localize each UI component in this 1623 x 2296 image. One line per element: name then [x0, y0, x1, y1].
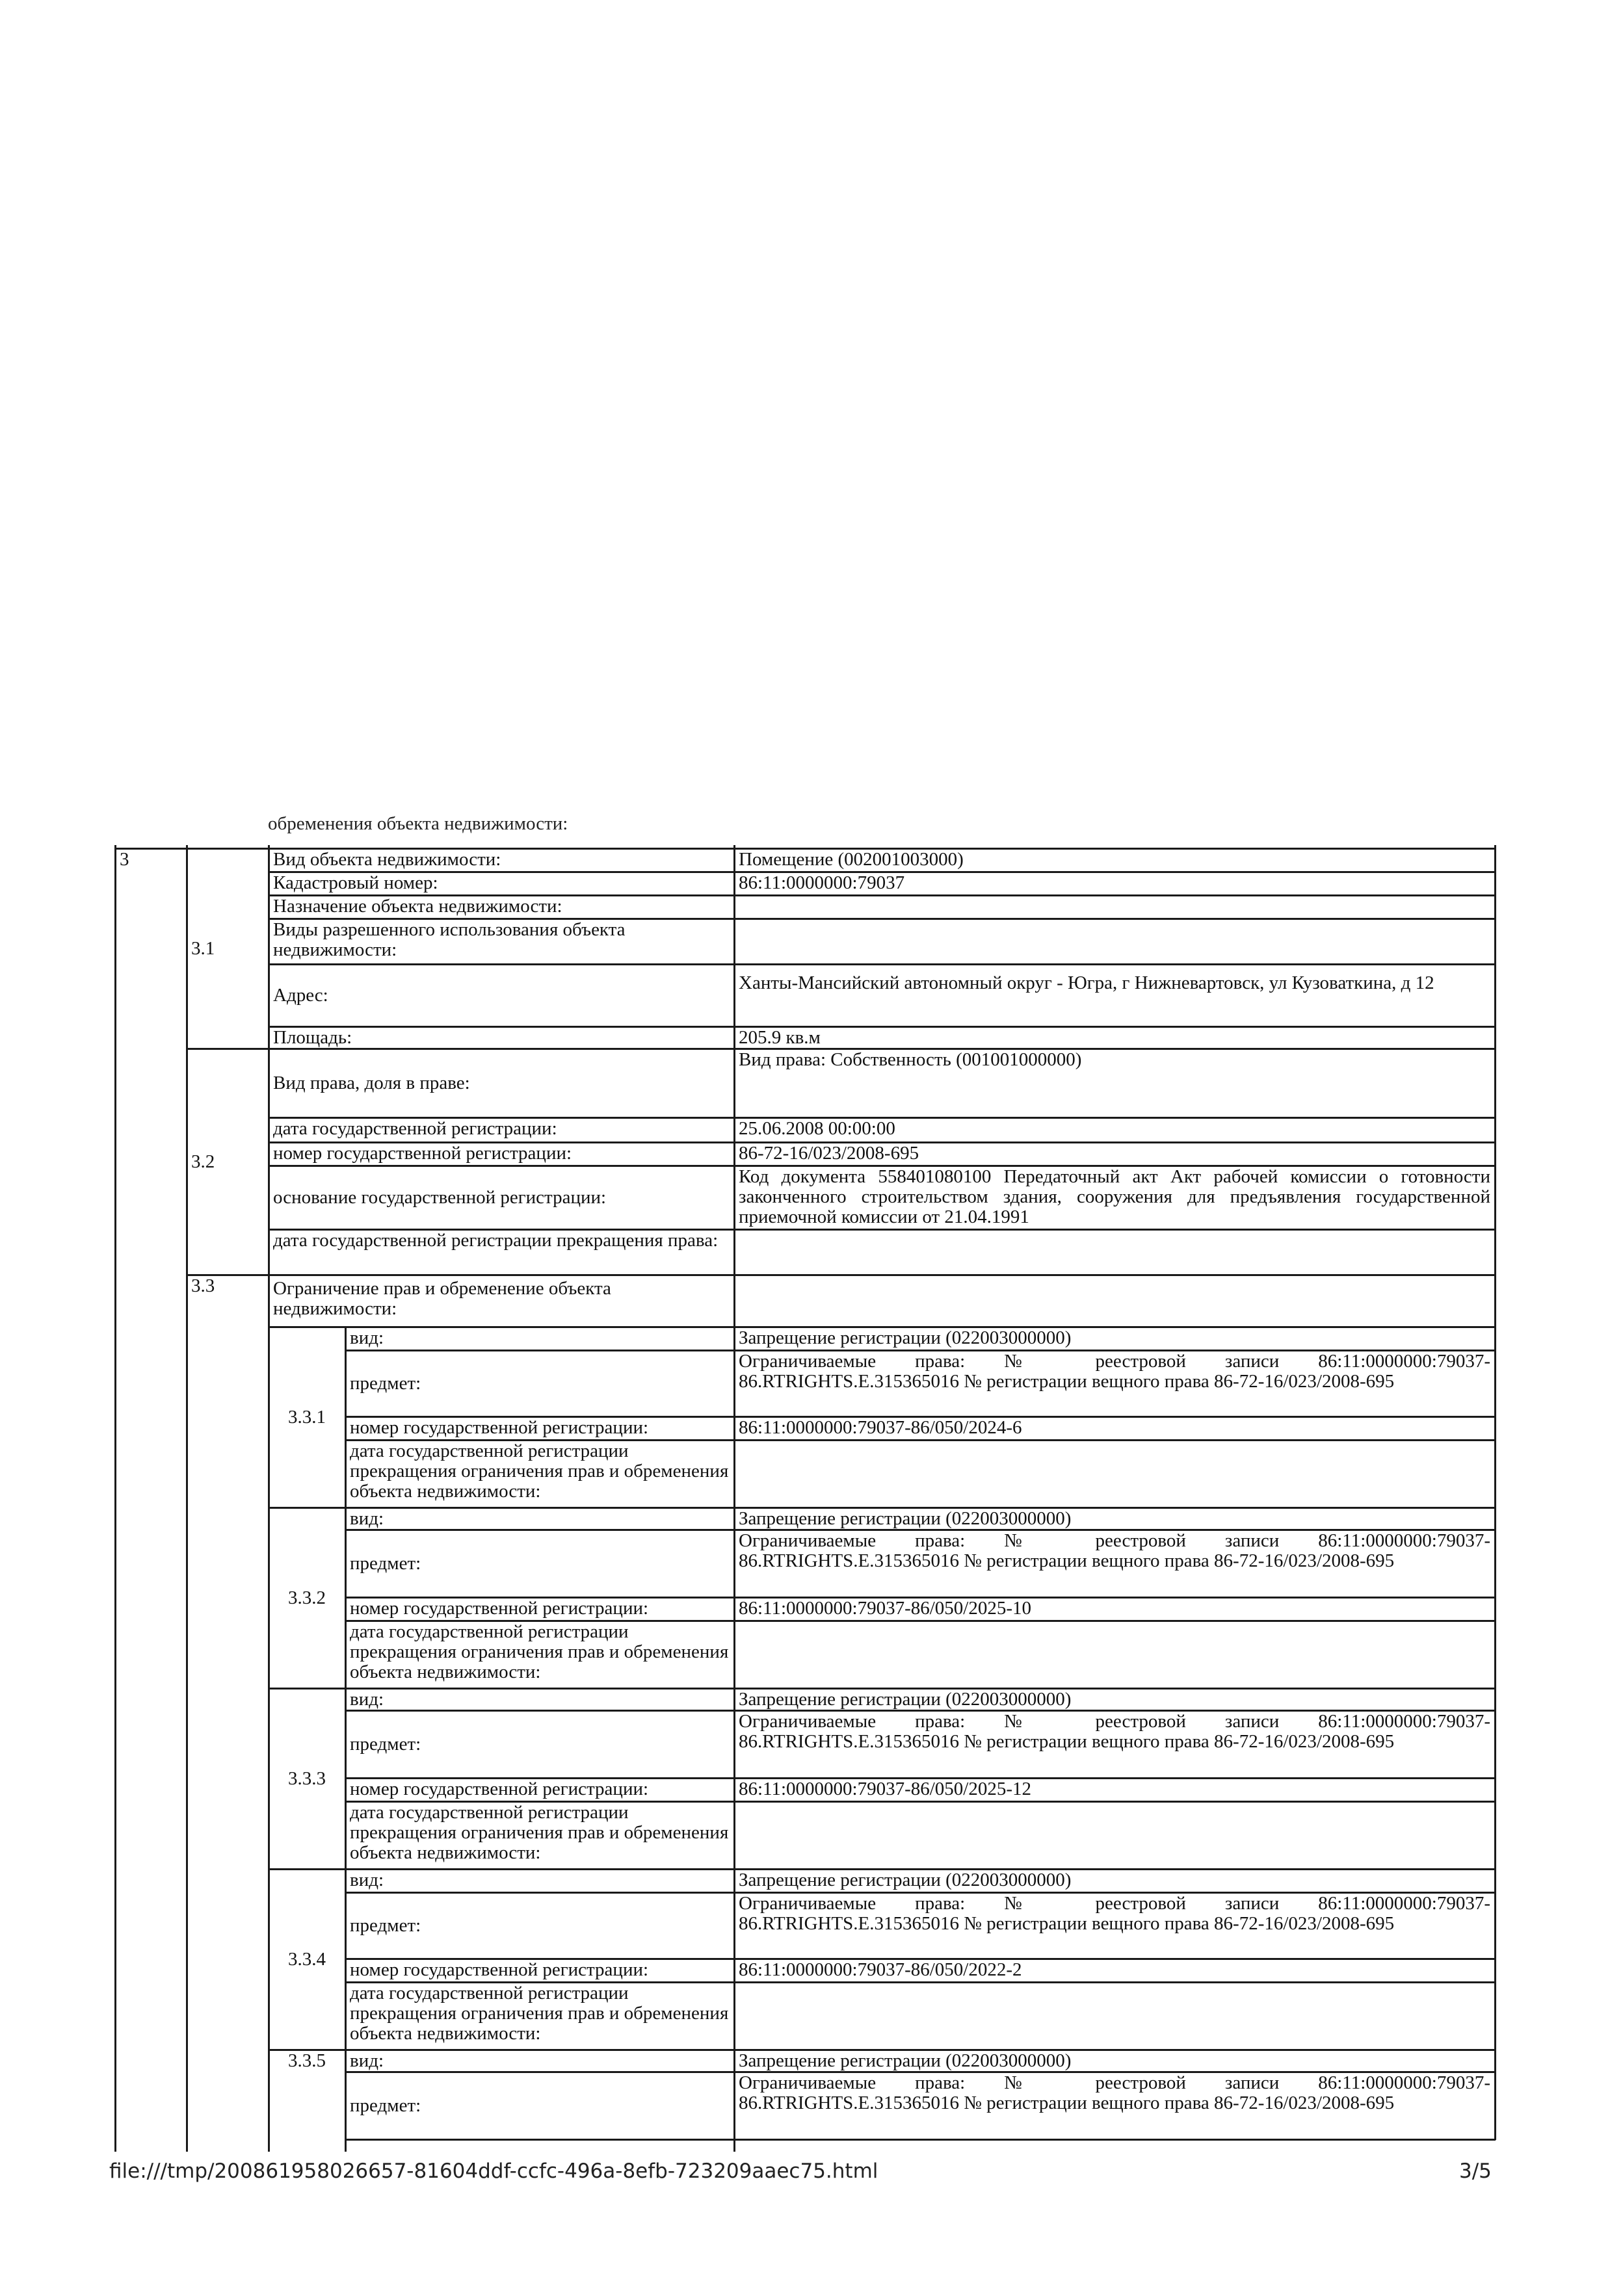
restriction-kind-label: вид:	[350, 1870, 384, 1890]
restriction-number: 3.3.3	[288, 1768, 326, 1789]
footer-page-number: 3/5	[1459, 2159, 1492, 2183]
restriction-subject-label-cell	[347, 1351, 732, 1416]
address-value: Ханты-Мансийский автономный округ - Югра, г Нижневартовск, ул Кузоваткина, д 12	[739, 972, 1434, 993]
address-label: Адрес:	[273, 984, 328, 1006]
restriction-kind-value: Запрещение регистрации (022003000000)	[739, 1508, 1072, 1529]
restriction-subject-value: Ограничиваемые права: № реестровой записи 86:11:0000000:79037-86.RTRIGHTS.E.315365016 № регистрации вещного права 86-72-16/023/2008-695	[739, 1893, 1490, 1934]
restriction-reg-number-label: номер государственной регистрации:	[350, 1779, 649, 1799]
restriction-number: 3.3.2	[288, 1587, 326, 1608]
restriction-subject-label-cell	[347, 1530, 732, 1597]
restriction-termination-label: дата государственной регистрации прекращения ограничения прав и обременения объекта недвижимости:	[350, 1441, 729, 1502]
restriction-3-3-4-number-cell	[270, 1870, 343, 2049]
restriction-kind-label: вид:	[350, 2050, 384, 2071]
section-number: 3	[120, 849, 129, 870]
restrictions-label: Ограничение прав и обременение объекта недвижимости:	[273, 1278, 611, 1319]
right-type-label-cell	[270, 1049, 732, 1117]
cadastral-number-label: Кадастровый номер:	[273, 872, 438, 893]
restriction-reg-number-label: номер государственной регистрации:	[350, 1959, 649, 1980]
subsection-number-3-2-text: 3.2	[191, 1151, 215, 1172]
registration-basis-value: Код документа 558401080100 Передаточный акт Акт рабочей комиссии о готовности законченного строительством здания, сооружения для предъявления государственной приемочной комиссии от 21.04.1991	[739, 1166, 1490, 1227]
restriction-reg-number-value: 86:11:0000000:79037-86/050/2022-2	[739, 1959, 1022, 1980]
footer-file-path: file:///tmp/20086195802665​7-81604ddf-ccfc-496a-8efb-723209aaec75.html	[109, 2159, 878, 2183]
restriction-subject-value: Ограничиваемые права: № реестровой записи 86:11:0000000:79037-86.RTRIGHTS.E.315365016 № регистрации вещного права 86-72-16/023/2008-695	[739, 2072, 1490, 2113]
restriction-reg-number-value: 86:11:0000000:79037-86/050/2025-10	[739, 1598, 1032, 1619]
restriction-subject-label: предмет:	[350, 1914, 421, 1936]
restriction-termination-label: дата государственной регистрации прекращения ограничения прав и обременения объекта недвижимости:	[350, 1802, 729, 1863]
object-type-value: Помещение (002001003000)	[739, 849, 964, 870]
restriction-kind-value: Запрещение регистрации (022003000000)	[739, 1689, 1072, 1710]
subsection-number-3-1-text: 3.1	[191, 937, 215, 959]
registration-basis-label: основание государственной регистрации:	[273, 1186, 607, 1208]
restriction-subject-value: Ограничиваемые права: № реестровой записи 86:11:0000000:79037-86.RTRIGHTS.E.315365016 № регистрации вещного права 86-72-16/023/2008-695	[739, 1351, 1490, 1392]
restriction-subject-label: предмет:	[350, 1733, 421, 1755]
registration-number-label: номер государственной регистрации:	[273, 1143, 572, 1164]
restriction-subject-label-cell	[347, 1711, 732, 1777]
restriction-subject-label: предмет:	[350, 1372, 421, 1394]
subsection-number-3-2	[189, 1049, 267, 1274]
registration-date-value: 25.06.2008 00:00:00	[739, 1118, 895, 1139]
address-label-cell	[270, 965, 732, 1026]
restriction-number: 3.3.4	[288, 1948, 326, 1970]
area-label: Площадь:	[273, 1027, 352, 1048]
restriction-kind-label: вид:	[350, 1689, 384, 1710]
registration-number-value: 86-72-16/023/2008-695	[739, 1143, 919, 1164]
subsection-number-3-1	[189, 849, 267, 1048]
restriction-subject-label-cell	[347, 1893, 732, 1958]
restriction-kind-value: Запрещение регистрации (022003000000)	[739, 1870, 1072, 1890]
right-termination-label: дата государственной регистрации прекращения права:	[273, 1230, 719, 1251]
restriction-termination-label: дата государственной регистрации прекращения ограничения прав и обременения объекта недвижимости:	[350, 1983, 729, 2044]
restriction-kind-label: вид:	[350, 1327, 384, 1348]
restriction-kind-label: вид:	[350, 1508, 384, 1529]
right-type-label: Вид права, доля в праве:	[273, 1072, 470, 1093]
cutoff-previous-row: обременения объекта недвижимости:	[268, 813, 568, 834]
restriction-number: 3.3.1	[288, 1406, 326, 1428]
permitted-use-label: Виды разрешенного использования объекта недвижимости:	[273, 919, 626, 960]
area-value: 205.9 кв.м	[739, 1027, 821, 1048]
cadastral-number-value: 86:11:0000000:79037	[739, 872, 905, 893]
object-type-label: Вид объекта недвижимости:	[273, 849, 501, 870]
object-purpose-label: Назначение объекта недвижимости:	[273, 896, 562, 917]
right-type-value: Вид права: Собственность (001001000000)	[739, 1049, 1082, 1070]
restriction-subject-value: Ограничиваемые права: № реестровой записи 86:11:0000000:79037-86.RTRIGHTS.E.315365016 № регистрации вещного права 86-72-16/023/2008-695	[739, 1530, 1490, 1571]
restriction-termination-label: дата государственной регистрации прекращения ограничения прав и обременения объекта недвижимости:	[350, 1621, 729, 1682]
restriction-reg-number-label: номер государственной регистрации:	[350, 1417, 649, 1438]
restriction-3-3-3-number-cell	[270, 1689, 343, 1868]
registration-date-label: дата государственной регистрации:	[273, 1118, 557, 1139]
subsection-number-3-3: 3.3	[191, 1275, 215, 1296]
restriction-kind-value: Запрещение регистрации (022003000000)	[739, 1327, 1072, 1348]
restriction-reg-number-label: номер государственной регистрации:	[350, 1598, 649, 1619]
restriction-subject-label: предмет:	[350, 1552, 421, 1574]
restriction-subject-value: Ограничиваемые права: № реестровой записи 86:11:0000000:79037-86.RTRIGHTS.E.315365016 № регистрации вещного права 86-72-16/023/2008-695	[739, 1711, 1490, 1752]
restriction-subject-label: предмет:	[350, 2094, 421, 2116]
restriction-3-3-5-number: 3.3.5	[288, 2050, 326, 2071]
restriction-3-3-2-number-cell	[270, 1508, 343, 1688]
restriction-kind-value: Запрещение регистрации (022003000000)	[739, 2050, 1072, 2071]
restriction-reg-number-value: 86:11:0000000:79037-86/050/2025-12	[739, 1779, 1032, 1799]
registration-basis-label-cell	[270, 1166, 732, 1229]
restriction-3-3-1-number-cell	[270, 1327, 343, 1507]
restriction-reg-number-value: 86:11:0000000:79037-86/050/2024-6	[739, 1417, 1022, 1438]
restriction-subject-label-cell	[347, 2072, 732, 2139]
